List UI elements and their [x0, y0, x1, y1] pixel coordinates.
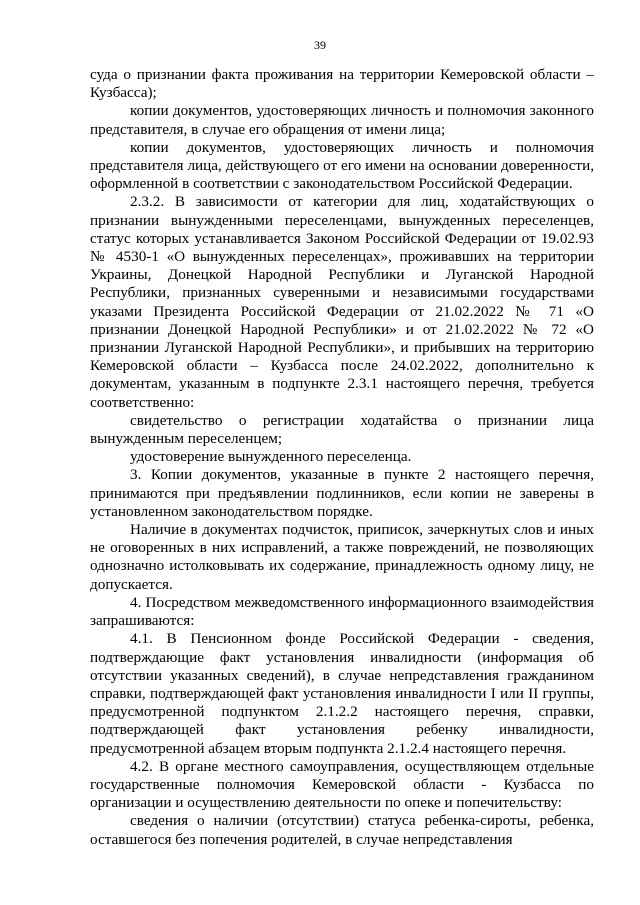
paragraph-corrections: Наличие в документах подчисток, приписок, зачеркнутых слов и иных не оговоренных в них исправлений, а также повреждений, не позволяющих однозначно истолковывать их содержание, принадлежность одному лицу, не допускается.: [90, 521, 594, 593]
paragraph-proxy-docs: копии документов, удостоверяющих личность и полномочия представителя лица, действующего от его имени на основании доверенности, оформленной в соответствии с законодательством Российской Федерации.: [90, 138, 594, 193]
paragraph-4-1: 4.1. В Пенсионном фонде Российской Федерации - сведения, подтверждающие факт установления инвалидности (информация об отсутствии указанных сведений), в случае непредставления гражданином справки, подтверждающей факт установления инвалидности I или II группы, предусмотренной подпунктом 2.1.2.2 настоящего перечня, справки, подтверждающей факт установления ребенку инвалидности, предусмотренной абзацем вторым подпункта 2.1.2.4 настоящего перечня.: [90, 630, 594, 757]
paragraph-continuation: суда о признании факта проживания на территории Кемеровской области – Кузбасса);: [90, 66, 594, 102]
paragraph-4-2: 4.2. В органе местного самоуправления, осуществляющем отдельные государственные полномочия Кемеровской области - Кузбасса по организации и осуществлению деятельности по опеке и попечительству:: [90, 757, 594, 812]
paragraph-3: 3. Копии документов, указанные в пункте 2 настоящего перечня, принимаются при предъявлении подлинников, если копии не заверены в установленном законодательством порядке.: [90, 466, 594, 520]
document-body: [90, 66, 594, 849]
paragraph-refugee-id: удостоверение вынужденного переселенца.: [130, 448, 412, 466]
paragraph-representative-docs: копии документов, удостоверяющих личность и полномочия законного представителя, в случае его обращения от имени лица;: [90, 102, 594, 138]
paragraph-orphan-status: сведения о наличии (отсутствии) статуса ребенка-сироты, ребенка, оставшегося без попечения родителей, в случае непредставления: [90, 812, 594, 848]
page-number: 39: [314, 38, 326, 52]
paragraph-petition-certificate: свидетельство о регистрации ходатайства о признании лица вынужденным переселенцем;: [90, 411, 594, 448]
paragraph-4: 4. Посредством межведомственного информационного взаимодействия запрашиваются:: [90, 593, 594, 630]
paragraph-2-3-2: 2.3.2. В зависимости от категории для лиц, ходатайствующих о признании вынужденными переселенцами, вынужденных переселенцев, статус которых устанавливается Законом Российской Федерации от 19.02.93 № 4530-1 «О вынужденных переселенцах», проживавших на территории Украины, Донецкой Народной Республики и Луганской Народной Республики, признанных суверенными и независимыми государствами указами Президента Российской Федерации от 21.02.2022 № 71 «О признании Донецкой Народной Республики» и от 21.02.2022 № 72 «О признании Луганской Народной Республики», и прибывших на территорию Кемеровской области – Кузбасса после 24.02.2022, дополнительно к документам, указанным в подпункте 2.3.1 настоящего перечня, требуется соответственно:: [90, 193, 594, 411]
